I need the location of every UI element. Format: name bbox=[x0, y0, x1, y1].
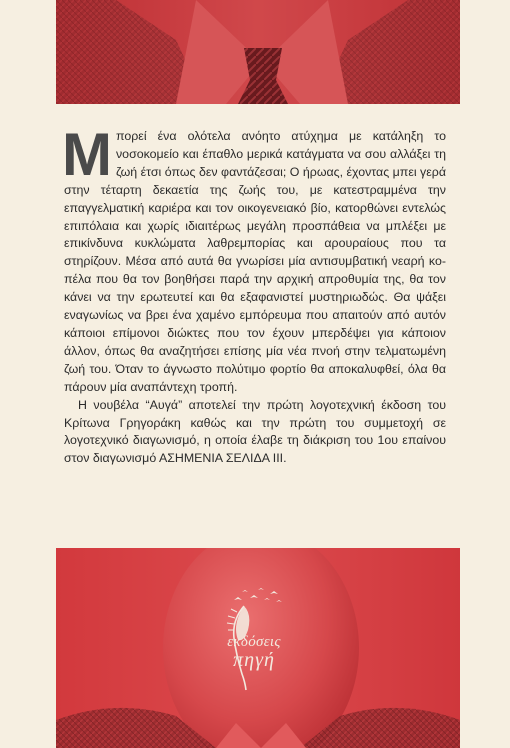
publisher-logo bbox=[204, 578, 304, 708]
publisher-name-line1: εκδόσεις bbox=[227, 634, 281, 650]
drop-cap: Μ bbox=[62, 121, 110, 188]
paragraph-1 bbox=[62, 121, 446, 397]
publisher-name-line2: πηγή bbox=[233, 649, 275, 671]
paragraph-2: Η νουβέλα “Αυγά” αποτελεί την πρώτη λογοτεχνική έκδοση του Κρίτωνα Γρηγοράκη καθώς και την πρώτη του συμμετοχή σε λογοτεχνικό διαγωνισμό, η οποία έλαβε τη διάκριση του 1ου επαίνου στον διαγωνισμό ΑΣΗΜΕΝΙΑ ΣΕΛΙΔΑ ΙΙΙ. bbox=[64, 397, 446, 466]
paragraph-1-text: πορεί ένα ολότελα ανόητο ατύχημα με κατάληξη το νοσοκομείο και έπαθλο μερικά κατάγματα να σου αλλάξει τη ζωή έτσι όπως δεν φαντάζεσαι; Ο ήρωας, έχοντας μπει γερά στην τέταρτη δεκαετία της ζωής του, με κατεστραμμένα την επαγγελματική καριέρα και τον οικογενειακό βίο, κατορθώνει εντελώς επιπόλαια και χωρίς ιδιαιτέρως μεγάλη προσπάθεια να μπλέξει με επικίνδυνα κυκλώματα λαθρεμπορίας και αρουραίους που τα στηρίζουν. Μέσα από αυτά θα γνωρίσει μία αντισυμβατική νεαρή κοπέλα που θα τον βοηθήσει παρά την αρχική απροθυμία της, θα τον κάνει να την ερωτευτεί και θα εξαφανιστεί μυστηριωδώς. Θα ψάξει εναγωνίως να βρει ένα χαμένο εμπόρευμα που απαιτούν από αυτόν κάποιοι επίμονοι διώκτες που τον έχουν μπερδέψει για κάποιον άλλον, όπως θα αναζητήσει επίσης μία νέα πνοή στην τελματωμένη ζωή του. Όταν το άγνωστο πολύτιμο φορτίο θα αποκαλυφθεί, όλα θα πάρουν μία αναπάντεχη τροπή. bbox=[64, 129, 446, 394]
blurb-text bbox=[62, 121, 446, 468]
suit-collar-image bbox=[56, 0, 460, 104]
top-photo-band bbox=[56, 0, 460, 104]
